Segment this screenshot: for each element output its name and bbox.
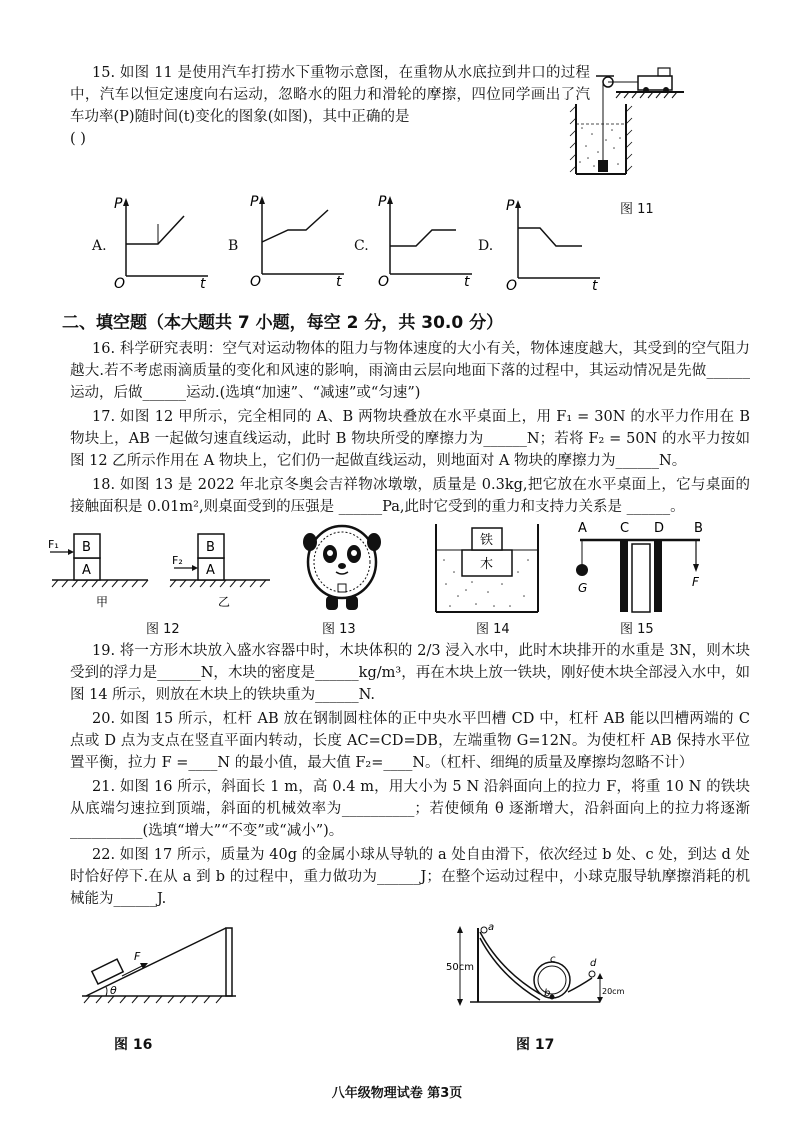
question-15 — [70, 62, 590, 150]
figure-14-wood-label: 木 — [480, 557, 494, 572]
figure-17-point-a: a — [488, 922, 495, 933]
figure-17-height-50: 50cm — [446, 962, 474, 973]
figure-16-caption: 图 16 — [114, 1037, 153, 1053]
option-b-axis-p: P — [250, 194, 259, 210]
section-2-title: 二、填空题（本大题共 7 小题，每空 2 分，共 30.0 分） — [62, 313, 504, 333]
question-20 — [70, 708, 750, 774]
figure-12-caption: 图 12 — [146, 622, 180, 637]
option-d-axis-t: t — [592, 278, 598, 294]
page-footer: 八年级物理试卷 第3页 — [331, 1086, 463, 1101]
figure-15-label-d: D — [654, 521, 665, 536]
option-b-origin: O — [250, 274, 262, 290]
option-a-origin: O — [114, 276, 126, 292]
figure-11 — [566, 64, 686, 184]
question-16-text: 16. 科学研究表明：空气对运动物体的阻力与物体速度的大小有关，物体速度越大，其受到的空气阻力越大.若不考虑雨滴质量的变化和风速的影响，雨滴由云层向地面下落的过程中，其运动情况是先做______运动，后做______运动.(选填“加速”、“减速”或“匀速”) — [70, 341, 750, 401]
figure-12-block-a-yi: A — [206, 563, 215, 578]
figure-17-point-c: c — [550, 954, 556, 965]
option-c-origin: O — [378, 274, 390, 290]
option-b-label: B — [228, 238, 239, 254]
question-18-text: 18. 如图 13 是 2022 年北京冬奥会吉祥物冰墩墩，质量是 0.3kg,把它放在水平桌面上，它与桌面的接触面积是 0.01m²,则桌面受到的压强是 ______Pa,此时它受到的重力和支持力关系是 ______。 — [70, 477, 750, 515]
question-21 — [70, 776, 750, 842]
figure-15-label-a: A — [578, 521, 587, 536]
figure-16-force-label: F — [134, 950, 141, 963]
figure-12-f1: F₁ — [48, 538, 59, 551]
figure-17-point-d: d — [590, 958, 597, 969]
figure-12 — [44, 524, 284, 612]
figure-14-caption: 图 14 — [476, 622, 510, 637]
option-d-origin: O — [506, 278, 518, 294]
option-a-axis-t: t — [200, 276, 206, 292]
figure-17 — [440, 920, 625, 1010]
question-16 — [70, 338, 750, 404]
option-c-axis-p: P — [378, 194, 387, 210]
question-20-text: 20. 如图 15 所示，杠杆 AB 放在钢制圆柱体的正中央水平凹槽 CD 中，杠杆 AB 能以凹槽两端的 C 点或 D 点为支点在竖直平面内转动，长度 AC=CD=DB，左端重物 G=12N。为使杠杆 AB 保持水平位置平衡，拉力 F =____N 的最小值，最大值 F₂=____N。（杠杆、细绳的质量及摩擦均忽略不计） — [70, 711, 751, 771]
option-b-graph — [248, 194, 348, 290]
question-21-text: 21. 如图 16 所示，斜面长 1 m，高 0.4 m，用大小为 5 N 沿斜面向上的拉力 F，将重 10 N 的铁块从底端匀速拉到顶端，斜面的机械效率为__________；若使倾角 θ 逐渐增大，沿斜面向上的拉力将逐渐__________(选填“增大”“不变”或“减小”)。 — [70, 779, 750, 839]
figure-17-point-b: b — [544, 988, 551, 999]
figure-13-caption: 图 13 — [322, 622, 356, 637]
figure-13 — [296, 518, 388, 614]
option-d-axis-p: P — [506, 198, 515, 214]
question-17 — [70, 406, 750, 472]
figure-17-caption: 图 17 — [516, 1037, 555, 1053]
figure-16 — [76, 922, 246, 1010]
figure-14 — [432, 520, 542, 614]
option-d-graph — [504, 198, 604, 294]
option-d-label: D. — [478, 238, 494, 254]
figure-17-height-20: 20cm — [602, 987, 625, 996]
option-a-axis-p: P — [114, 196, 123, 212]
option-b-axis-t: t — [336, 274, 342, 290]
question-15-text: 15. 如图 11 是使用汽车打捞水下重物示意图，在重物从水底拉到井口的过程中，汽车以恒定速度向右运动，忽略水的阻力和滑轮的摩擦，四位同学画出了汽车功率(P)随时间(t)变化的图象(如图)，其中正确的是 — [70, 65, 590, 125]
figure-12-block-a-jia: A — [82, 563, 91, 578]
figure-15 — [570, 518, 720, 616]
figure-15-label-b: B — [694, 521, 703, 536]
figure-11-caption: 图 11 — [620, 202, 654, 217]
figure-12-f2: F₂ — [172, 554, 183, 567]
figure-14-iron-label: 铁 — [480, 533, 494, 548]
figure-15-label-g: G — [578, 581, 588, 595]
question-18 — [70, 474, 750, 518]
figure-12-block-b-jia: B — [82, 540, 91, 555]
figure-15-label-f: F — [692, 575, 699, 589]
option-a-label: A. — [92, 238, 107, 254]
figure-12-jia: 甲 — [96, 595, 109, 609]
figure-15-caption: 图 15 — [620, 622, 654, 637]
option-c-graph — [376, 194, 476, 290]
option-a-graph — [112, 196, 212, 292]
question-19-text: 19. 将一方形木块放入盛水容器中时，木块体积的 2/3 浸入水中，此时木块排开的水重是 3N，则木块受到的浮力是______N，木块的密度是______kg/m³，再在木块上放一铁块，刚好使木块全部浸入水中，如图 14 所示，则放在木块上的铁块重为______N. — [70, 643, 750, 703]
figure-12-yi: 乙 — [218, 595, 231, 609]
figure-15-label-c: C — [620, 521, 630, 536]
option-c-label: C. — [354, 238, 369, 254]
figure-12-block-b-yi: B — [206, 540, 215, 555]
question-15-answer-paren: ( ) — [70, 131, 86, 147]
figure-16-theta: θ — [110, 984, 117, 997]
question-22 — [70, 844, 750, 910]
question-19 — [70, 640, 750, 706]
option-c-axis-t: t — [464, 274, 470, 290]
question-17-text: 17. 如图 12 甲所示，完全相同的 A、B 两物块叠放在水平桌面上，用 F₁ = 30N 的水平力作用在 B 物块上，AB 一起做匀速直线运动，此时 B 物块所受的摩擦力为______N；若将 F₂ = 50N 的水平力按如图 12 乙所示作用在 A 物块上，它们仍一起做直线运动，则地面对 A 物块的摩擦力为______N。 — [70, 409, 750, 469]
question-22-text: 22. 如图 17 所示，质量为 40g 的金属小球从导轨的 a 处自由滑下，依次经过 b 处、c 处，到达 d 处时恰好停下.在从 a 到 b 的过程中，重力做功为______J；在整个运动过程中，小球克服导轨摩擦消耗的机械能为______J. — [70, 847, 750, 907]
